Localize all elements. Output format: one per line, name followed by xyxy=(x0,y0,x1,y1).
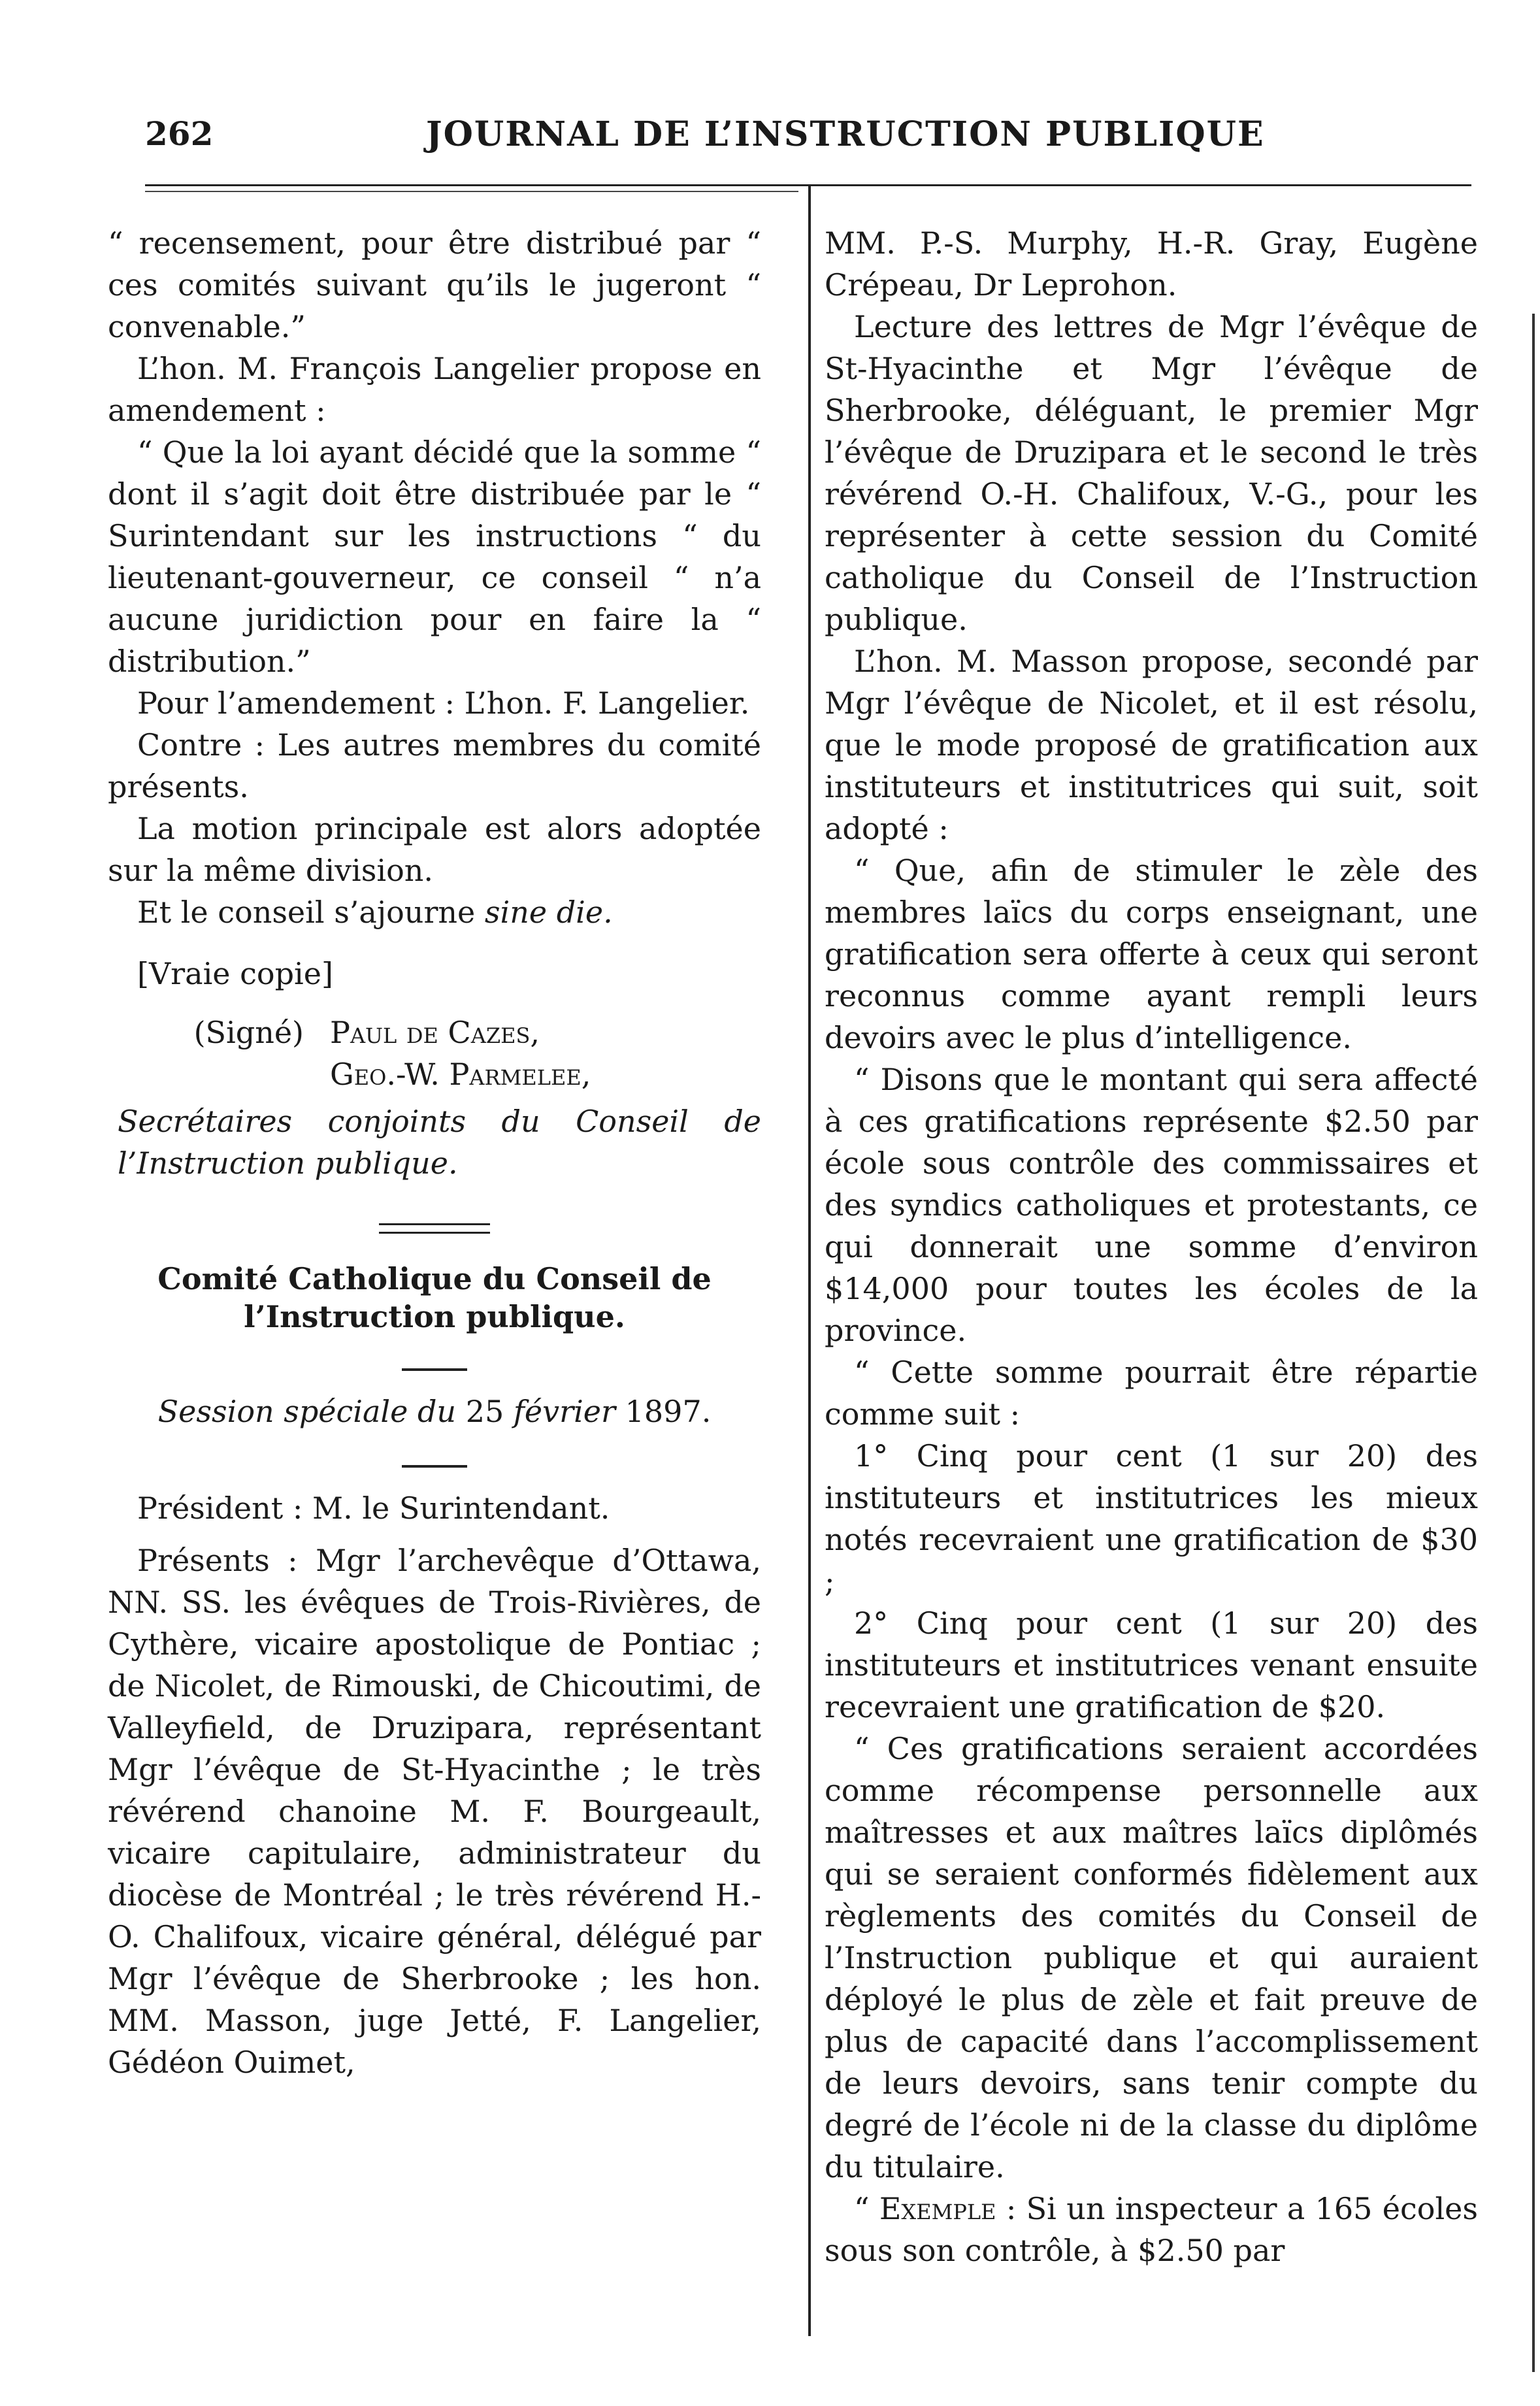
paragraph: “ Ces gratifications seraient accordées comme récompense personnelle aux maîtresses et aux maîtres laïcs diplômés qui se seraient conformés fidèlement aux règlements des comités du Conseil de l’Instruction publique et qui auraient déployé le plus de zèle et fait preuve de plus de capacité dans l’accomplissement de leurs devoirs, sans tenir compte du degré de l’école ni de la classe du diplôme du titulaire. xyxy=(825,1731,1478,2184)
paragraph: “ Disons que le montant qui sera affecté à ces gratifications représente $2.50 par école sous contrôle des commissaires et des syndics catholiques et protestants, ce qui donnerait une somme d’environ $14,000 pour toutes les écoles de la province. xyxy=(825,1062,1478,1348)
short-divider xyxy=(402,1368,467,1371)
paragraph xyxy=(825,2188,1478,2271)
short-divider xyxy=(402,1465,467,1468)
page-edge-rule xyxy=(1532,314,1535,2372)
paragraph xyxy=(108,891,761,933)
signatories xyxy=(330,1012,591,1095)
paragraph: L’hon. M. François Langelier propose en amendement : xyxy=(108,351,761,428)
signatory-name: Paul de Cazes, xyxy=(330,1015,540,1050)
paragraph: Lecture des lettres de Mgr l’évêque de St-Hyacinthe et Mgr l’évêque de Sherbrooke, déléguant, le premier Mgr l’évêque de Druzipara et le second le très révérend O.-H. Chalifoux, V.-G., pour les représenter à cette session du Comité catholique du Conseil de l’Instruction publique. xyxy=(825,309,1478,637)
paragraph-text: Et le conseil s’ajourne xyxy=(137,895,485,930)
paragraph: L’hon. M. Masson propose, secondé par Mgr l’évêque de Nicolet, et il est résolu, que le mode proposé de gratification aux instituteurs et institutrices qui suit, soit adopté : xyxy=(825,644,1478,846)
paragraph: Contre : Les autres membres du comité présents. xyxy=(108,727,761,804)
column-divider xyxy=(808,186,811,2336)
session-label: Session spéciale du xyxy=(157,1394,457,1429)
paragraph: “ Que la loi ayant décidé que la somme “ dont il s’agit doit être distribuée par le “ Surintendant sur les instructions “ du lieutenant-gouverneur, ce conseil “ n’a aucune juridiction pour en faire la “ distribution.” xyxy=(108,435,761,679)
section-heading: Comité Catholique du Conseil de l’Instruction publique. xyxy=(157,1261,712,1334)
left-column xyxy=(108,222,761,2083)
latin-phrase: sine die. xyxy=(484,895,613,930)
signature-block xyxy=(108,1012,761,1095)
paragraph: 2° Cinq pour cent (1 sur 20) des instituteurs et institutrices venant ensuite recevraient une gratification de $20. xyxy=(825,1606,1478,1724)
paragraph: “ recensement, pour être distribué par “ ces comités suivant qu’ils le jugeront “ convenable.” xyxy=(108,225,761,344)
session-day: 25 xyxy=(465,1394,504,1429)
attendees-paragraph: Présents : Mgr l’archevêque d’Ottawa, NN. SS. les évêques de Trois-Rivières, de Cythère, vicaire apostolique de Pontiac ; de Nicolet, de Rimouski, de Chicoutimi, de Valleyfield, de Druzipara, représentant Mgr l’évêque de St-Hyacinthe ; le très révérend chanoine M. F. Bourgeault, vicaire capitulaire, administrateur du diocèse de Montréal ; le très révérend H.-O. Chalifoux, vicaire général, délégué par Mgr l’évêque de Sherbrooke ; les hon. MM. Masson, juge Jetté, F. Langelier, Gédéon Ouimet, xyxy=(108,1543,761,2080)
paragraph: La motion principale est alors adoptée sur la même division. xyxy=(108,811,761,888)
paragraph: 1° Cinq pour cent (1 sur 20) des instituteurs et institutrices les mieux notés recevraient une gratification de $30 ; xyxy=(825,1438,1478,1599)
session-month: février xyxy=(513,1394,616,1429)
paragraph: MM. P.-S. Murphy, H.-R. Gray, Eugène Crépeau, Dr Leprohon. xyxy=(825,225,1478,303)
paragraph-text: Si un inspecteur a 165 écoles sous son contrôle, à $2.50 par xyxy=(825,2191,1478,2268)
paragraph: Pour l’amendement : L’hon. F. Langelier. xyxy=(137,685,750,721)
signatory-name: Geo.-W. Parmelee, xyxy=(330,1057,591,1092)
secretaries-caption: Secrétaires conjoints du Conseil de l’Instruction publique. xyxy=(118,1104,761,1181)
page-header xyxy=(145,114,1471,173)
running-title: JOURNAL DE L’INSTRUCTION PUBLIQUE xyxy=(426,114,1265,154)
signed-label: (Signé) xyxy=(193,1015,304,1050)
session-line xyxy=(108,1391,761,1432)
page-number: 262 xyxy=(145,114,214,153)
paragraph: “ Cette somme pourrait être répartie comme suit : xyxy=(825,1355,1478,1432)
true-copy-label: [Vraie copie] xyxy=(137,956,333,991)
section-divider xyxy=(379,1223,490,1234)
right-column xyxy=(825,222,1478,2271)
example-label: “ Exemple : xyxy=(854,2191,1017,2226)
paragraph: “ Que, afin de stimuler le zèle des membres laïcs du corps enseignant, une gratification sera offerte à ceux qui seront reconnus comme ayant rempli leurs devoirs avec le plus d’intelligence. xyxy=(825,853,1478,1055)
president-line: Président : M. le Surintendant. xyxy=(137,1491,610,1526)
header-rule-secondary xyxy=(145,191,798,192)
session-year: 1897. xyxy=(625,1394,712,1429)
